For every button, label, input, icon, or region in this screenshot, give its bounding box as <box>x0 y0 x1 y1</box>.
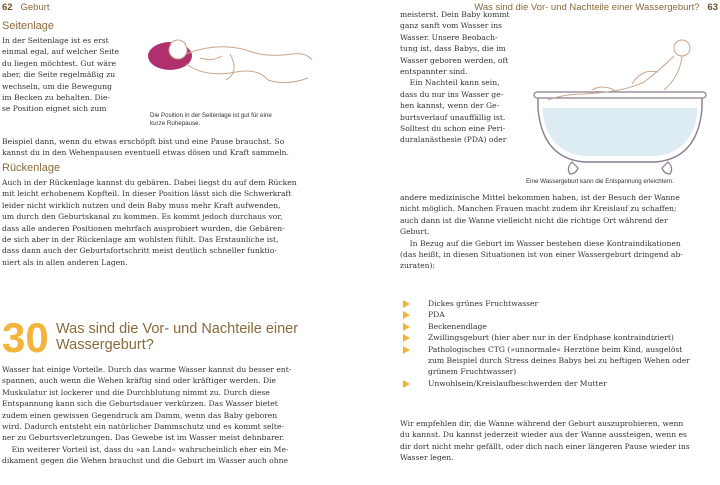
text-line: ganz sanft vom Wasser ins <box>400 21 502 31</box>
list-item: Pathologisches CTG (»unnormale« Herztöne beim Kind, ausgelöst zum Beispiel durch Stress deines Babys bei zu heftigen Wehen oder grünem Fruchtwasser) <box>400 344 718 378</box>
text-line: spannen, auch wenn die Wehen kräftig sind oder kräftiger werden. Die <box>2 376 276 386</box>
list-item: Zwillingsgeburt (hier aber nur in der Endphase kontraindiziert) <box>400 332 718 343</box>
text-line: se Position eignet sich zum <box>2 104 107 114</box>
triangle-bullet-icon <box>403 346 410 354</box>
text-line: Wasser hat einige Vorteile. Durch das warme Wasser kannst du besser ent- <box>2 365 292 374</box>
text-line: burtsverlauf unauffällig ist. <box>400 112 506 122</box>
text-line: niert als in allen anderen Lagen. <box>2 257 128 267</box>
text-line: Geburt. <box>400 227 430 237</box>
left-running-header <box>2 2 50 13</box>
bathtub-caption: Eine Wassergeburt kann die Entspannung erleichtern. <box>526 178 675 185</box>
tub-foot <box>662 162 672 174</box>
text-line: duralanästhesie (PDA) oder <box>400 135 507 145</box>
text-line: zudem einen gewissen Gegendruck am Damm, wenn das Baby geboren <box>2 410 278 420</box>
text-line: auch dann ist die Wanne vielleicht nicht die richtige Ort während der <box>400 215 668 225</box>
left-header-title: Geburt <box>20 2 50 13</box>
text-line: zuraten): <box>400 261 436 271</box>
text-line: wird. Dadurch entsteht ein natürlicher Dammschutz und es kommt selte- <box>2 422 285 432</box>
text-line: Wasser. Unsere Beobach- <box>400 32 498 42</box>
text-line: dir dort nicht mehr gefällt, oder dich nach einer längeren Pause wieder ins <box>400 441 690 451</box>
text-line: Wir empfehlen dir, die Wanne während der Geburt auszuprobieren, wenn <box>400 419 684 428</box>
question-title <box>56 321 298 353</box>
contraindication-list <box>400 298 718 389</box>
list-item: Unwohlsein/Kreislaufbeschwerden der Mutter <box>400 378 718 389</box>
triangle-bullet-icon <box>403 380 410 388</box>
text-line: (das heißt, in diesen Situationen ist von einer Wassergeburt dringend ab- <box>400 250 683 260</box>
list-item: Dickes grünes Fruchtwasser <box>400 298 718 309</box>
woman-head <box>674 40 690 56</box>
text-line: leider nicht wirklich nutzen und dein Baby muss mehr Kraft aufwenden, <box>2 200 281 210</box>
text-line: wechseln, um die Bewegung <box>2 81 112 91</box>
text-line: dikament gegen die Wehen brauchst und die Geburt im Wasser auch ohne <box>2 456 288 466</box>
seitenlage-wide-text <box>2 136 320 159</box>
bathtub-illustration <box>532 34 712 180</box>
text-line: Wasser geboren werden, oft <box>400 55 509 65</box>
text-line: nicht möglich. Manchen Frauen macht zudem ihr Kreislauf zu schaffen; <box>400 204 677 214</box>
seitenlage-narrow-text <box>2 35 134 115</box>
text-line: entspannter sind. <box>400 67 468 77</box>
text-line: Ein Nachteil kann sein, <box>400 78 500 88</box>
text-line: du kannst. Du kannst jederzeit wieder aus der Wanne aussteigen, wenn es <box>400 430 687 440</box>
question-title-line: Was sind die Vor- und Nachteile einer <box>56 321 299 337</box>
bath-water <box>542 108 698 156</box>
list-item: PDA <box>400 309 718 320</box>
seitenlage-caption <box>150 112 272 128</box>
heading-seitenlage: Seitenlage <box>2 20 54 32</box>
text-line: In Bezug auf die Geburt im Wasser bestehen diese Kontraindikationen <box>400 238 681 248</box>
text-line: andere medizinische Mittel bekommen haben, ist der Besuch der Wanne <box>400 193 680 202</box>
caption-line: Die Position in der Seitenlage ist gut für eine <box>150 112 272 119</box>
rueckenlage-text <box>2 177 320 268</box>
text-line: kannst du in den Wehenpausen eventuell etwas dösen und Kraft sammeln. <box>2 148 289 158</box>
text-line: Ein weiterer Vorteil ist, dass du »an Land« wahrscheinlich eher ein Me- <box>2 444 289 454</box>
text-line: um durch den Geburtskanal zu kommen. Es kommt jedoch durchaus vor, <box>2 212 283 222</box>
text-line: mit leicht erhobenem Kopfteil. In dieser Position lässt sich die Schwerkraft <box>2 189 292 199</box>
side-lying-illustration <box>140 24 320 106</box>
text-line: Solltest du schon eine Peri- <box>400 124 506 134</box>
triangle-bullet-icon <box>403 334 410 342</box>
triangle-bullet-icon <box>403 323 410 331</box>
text-line: Auch in der Rückenlage kannst du gebären. Dabei liegst du auf dem Rücken <box>2 178 297 187</box>
left-page-number: 62 <box>2 2 13 13</box>
question-number: 30 <box>2 314 49 361</box>
right-wide-text <box>400 192 718 272</box>
text-line: Wasser legen. <box>400 453 454 463</box>
text-line: du liegen möchtest. Gut wäre <box>2 58 116 68</box>
tub-foot <box>568 162 578 174</box>
text-line: einmal egal, auf welcher Seite <box>2 47 119 57</box>
right-page-number: 63 <box>707 2 718 13</box>
right-header-title: Was sind die Vor- und Nachteile einer Wassergeburt? <box>474 2 700 13</box>
text-line: ner zu Geburtsverletzungen. Das Gewebe ist im Wasser meist dehnbarer. <box>2 433 285 443</box>
text-line: Entspannung kann sich die Geburtsdauer verkürzen. Das Wasser bietet <box>2 399 278 409</box>
closing-text <box>400 418 718 464</box>
text-line: aber, die Seite regelmäßig zu <box>2 70 116 80</box>
caption-line: kurze Ruhepause. <box>150 120 201 127</box>
text-line: im Becken zu behalten. Die- <box>2 93 111 103</box>
heading-rueckenlage: Rückenlage <box>2 162 61 174</box>
right-narrow-text <box>400 9 524 146</box>
list-item: Beckenendlage <box>400 321 718 332</box>
text-line: dass dann auch der Geburtsfortschritt meist deutlich schneller funktio- <box>2 246 277 256</box>
triangle-bullet-icon <box>403 300 410 308</box>
triangle-bullet-icon <box>403 311 410 319</box>
text-line: Beispiel dann, wenn du etwas erschöpft bist und eine Pause brauchst. So <box>2 137 285 146</box>
text-line: dass alle anderen Positionen mehrfach ausprobiert wurden, die Gebären- <box>2 223 285 233</box>
text-line: tung ist, dass Babys, die im <box>400 44 506 54</box>
text-line: hen kannst, wenn der Ge- <box>400 101 500 111</box>
section30-text <box>2 364 320 467</box>
text-line: meisterst. Dein Baby kommt <box>400 10 510 19</box>
text-line: de sich aber in der Rückenlage am wohlsten fühlt. Das Erstaunliche ist, <box>2 235 279 245</box>
text-line: Muskulatur ist lockerer und die Durchblutung nimmt zu. Durch diese <box>2 387 270 397</box>
question-title-line: Wassergeburt? <box>56 337 154 353</box>
text-line: In der Seitenlage ist es erst <box>2 36 109 45</box>
text-line: dass du nur ins Wasser ge- <box>400 89 504 99</box>
